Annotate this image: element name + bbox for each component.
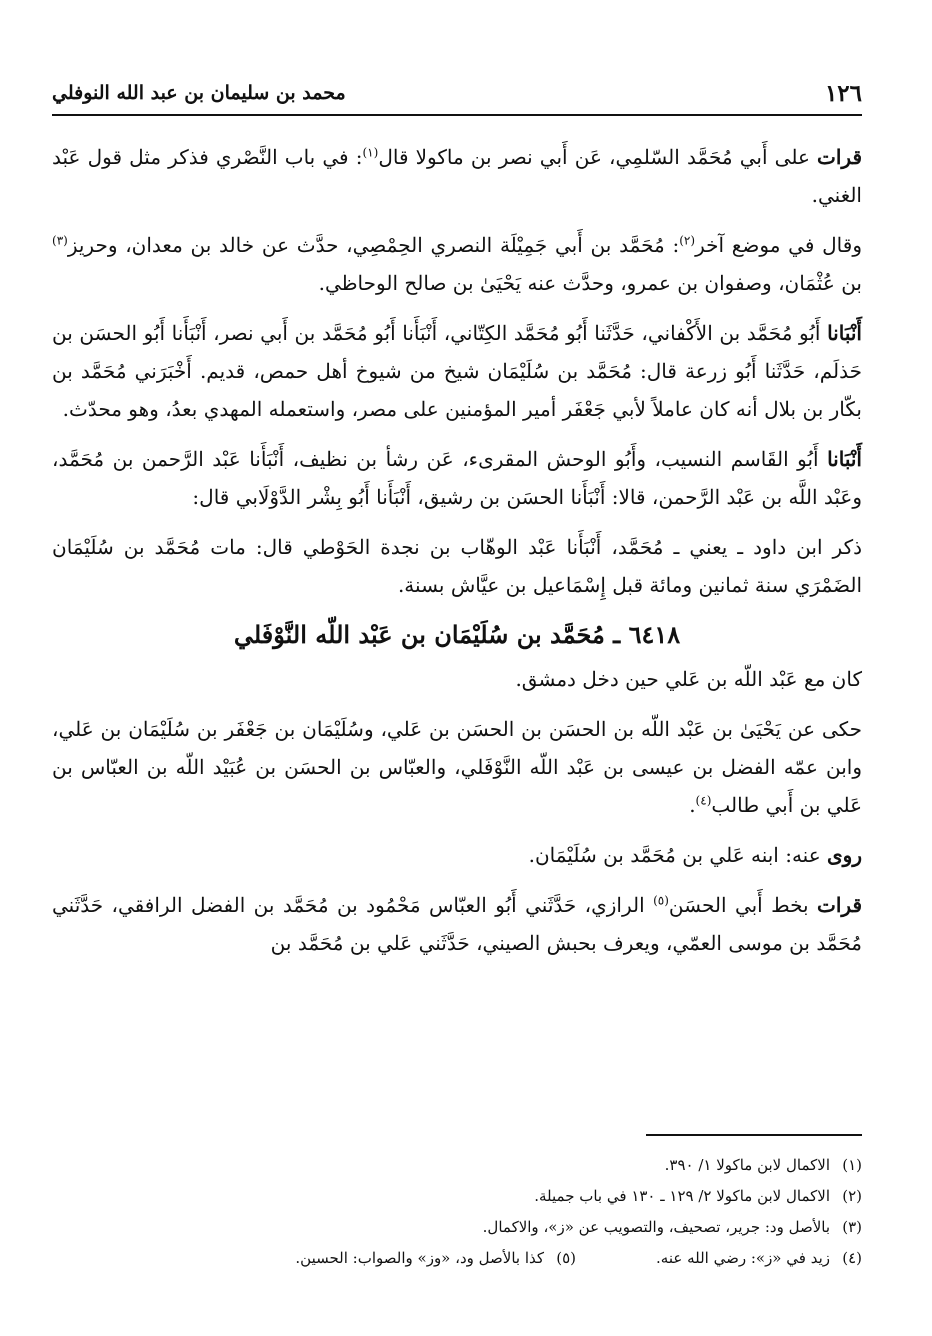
paragraph [52,440,862,516]
paragraph-text: حكى عن يَحْيَىٰ بن عَبْد اللّه بن الحسَن بن الحسَن بن عَلي، وسُلَيْمَان بن جَعْفَر بن سُلَيْمَان بن عَلي، وابن عمّه الفضل بن عيسى بن عَبْد اللّه النَّوْفَلي، والعبّاس بن الحسَن بن عُبَيْد اللّه بن العبّاس بن عَلي بن أَبي طالب [52,717,862,817]
footnote [295,1243,576,1274]
entry-heading: ٦٤١٨ ـ مُحَمَّد بن سُلَيْمَان بن عَبْد اللّه النَّوْفَلي [233,620,681,649]
footnote-row [52,1243,862,1274]
footnote-text: كذا بالأصل ود، «وز» والصواب: الحسين. [295,1249,545,1267]
footnote [52,1150,862,1181]
page-header [52,78,862,116]
footnote-ref: (٥) [653,893,669,908]
paragraph-text: على أَبي مُحَمَّد السّلمِي، عَن أَبي نصر بن ماكولا قال [378,145,818,169]
paragraph-lead: قرات [817,893,863,917]
paragraph-text: عنه: ابنه عَلي بن مُحَمَّد بن سُلَيْمَان. [528,843,828,867]
paragraph-lead: روى [827,843,862,867]
paragraph [52,528,862,604]
footnotes [52,1150,862,1274]
paragraph-text: أَبُو مُحَمَّد بن الأَكْفاني، حَدَّثَنا أَبُو مُحَمَّد الكِتّاني، أَنْبَأَنا أَبُو مُحَمَّد بن أَبي نصر، أَنْبَأَنا أَبُو الحسَن بن حَذلَم، حَدَّثَنا أَبُو زرعة قال: مُحَمَّد بن سُلَيْمَان شيخ من شيوخ أهل حمص، قديم. أَخْبَرَني مُحَمَّد بن بكّار بن بلال أنه كان عاملاً لأبي جَعْفَر أمير المؤمنين على مصر، واستعمله المهدي بعدُ، وهو محدّث. [52,321,862,421]
paragraph-text: بخط أَبي الحسَن [668,893,818,917]
paragraph-text: : مُحَمَّد بن أَبي جَمِيْلَة النصري الحِمْصِي، حدَّث عن خالد بن معدان، وحريز [67,233,680,257]
footnote-ref: (٣) [52,233,68,248]
page-number: ١٢٦ [824,80,862,107]
footnote-number: (٤) [842,1249,862,1267]
paragraph [52,314,862,428]
footnote-text: الاكمال لابن ماكولا ٢/ ١٢٩ ـ ١٣٠ في باب جميلة. [534,1187,830,1205]
paragraph-lead: قرات [817,145,863,169]
paragraph [52,886,862,962]
paragraph-text: . [689,793,696,817]
footnote-ref: (٢) [679,233,696,248]
paragraph [52,836,862,874]
footnote [52,1212,862,1243]
paragraph-lead: أَنْبَانا [827,447,862,471]
footnote-divider [646,1134,862,1136]
footnote [656,1243,862,1274]
footnote-number: (٢) [842,1187,862,1205]
paragraph-lead: أَنْبَانا [827,321,862,345]
running-title: محمد بن سليمان بن عبد الله النوفلي [52,82,346,104]
main-text [52,138,862,974]
paragraph [52,660,862,698]
paragraph [52,226,862,302]
paragraph-text: كان مع عَبْد اللّه بن عَلي حين دخل دمشق. [515,667,862,691]
paragraph-text: أَبُو القَاسم النسيب، وأَبُو الوحش المقرىء، عَن رشأ بن نظيف، أَنْبَأَنا عَبْد الرَّحمن بن مُحَمَّد، وعَبْد اللَّه بن عَبْد الرَّحمن، قالا: أَنْبَأَنا الحسَن بن رشيق، أَنْبَأَنا أَبُو بِشْر الدَّوْلَابي قال: [52,447,862,509]
footnote-ref: (٤) [695,793,712,808]
paragraph [52,138,862,214]
paragraph-text: الرازي، حَدَّثَني أَبُو العبّاس مَحْمُود بن مُحَمَّد بن الفضل الرافقي، حَدَّثَني مُحَمَّد بن موسى العمّي، ويعرف بحبش الصيني، حَدَّثَني عَلي بن مُحَمَّد بن [52,893,862,955]
paragraph-text: وقال في موضع آخر [695,233,862,257]
paragraph-text: ذكر ابن داود ـ يعني ـ مُحَمَّد، أَنْبَأَنا عَبْد الوهّاب بن نجدة الحَوْطي قال: مات مُحَمَّد بن سُلَيْمَان الضَمْرَي سنة ثمانين ومائة قبل إِسْمَاعيل بن عيَّاش بسنة. [52,535,862,597]
footnote-ref: (١) [362,145,379,160]
footnote-number: (٥) [556,1249,577,1267]
footnote-number: (٣) [842,1218,862,1236]
paragraph [52,710,862,824]
footnote-text: زيد في «ز»: رضي الله عنه. [656,1249,830,1267]
footnote [52,1181,862,1212]
footnote-text: الاكمال لابن ماكولا ١/ ٣٩٠. [664,1156,830,1174]
paragraph-text: بن عُثْمَان، وصفوان بن عمرو، وحدَّث عنه يَحْيَىٰ بن صالح الوحاظي. [318,271,862,295]
footnote-text: بالأصل ود: جرير، تصحيف، والتصويب عن «ز»، والاكمال. [482,1218,830,1236]
footnote-number: (١) [842,1156,862,1174]
paragraph-text: : في باب النَّصْري فذكر مثل قول عَبْد الغني. [52,145,862,207]
